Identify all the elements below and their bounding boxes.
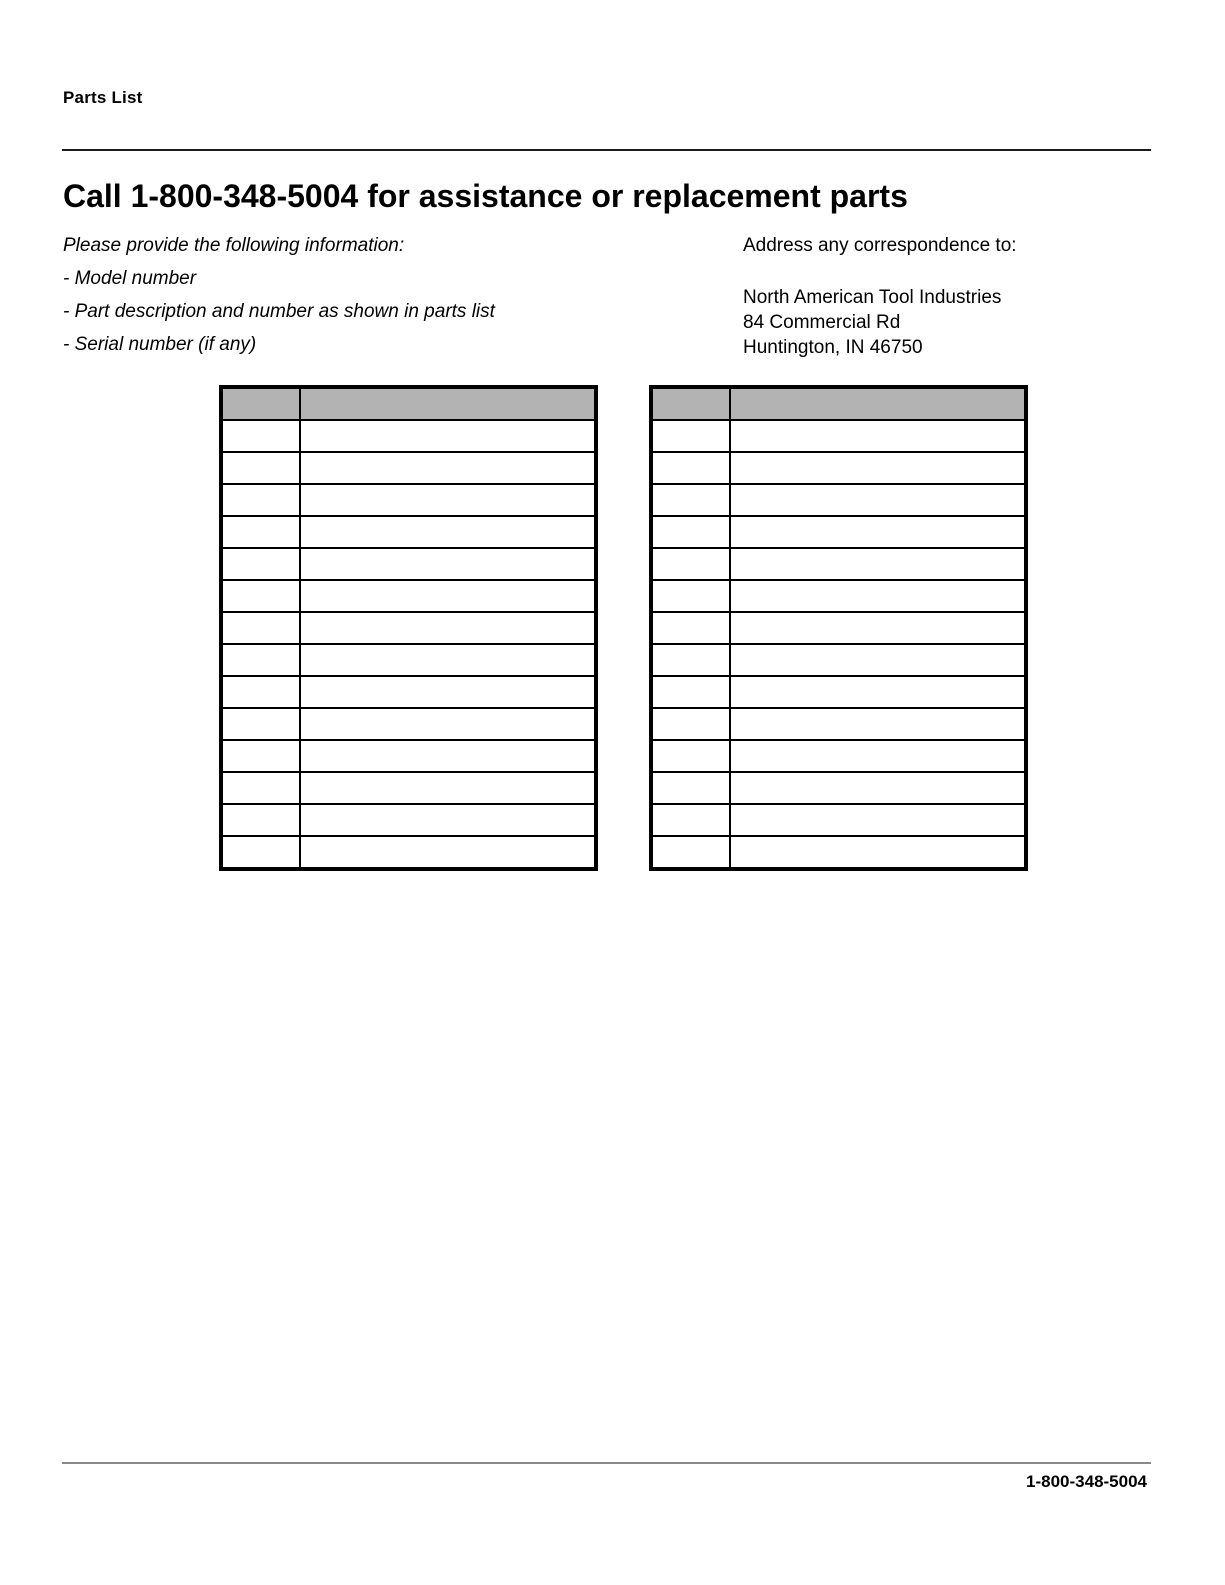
address-company: North American Tool Industries (743, 287, 1002, 308)
cell-number (221, 484, 300, 516)
table-header-row (221, 387, 596, 420)
cell-number (651, 484, 730, 516)
info-item-model: - Model number (63, 268, 197, 289)
bottom-divider (62, 1462, 1151, 1464)
cell-description (730, 516, 1026, 548)
page-title: Call 1-800-348-5004 for assistance or replacement parts (63, 178, 908, 214)
info-instructions (63, 234, 495, 366)
parts-table-left-body (221, 420, 596, 869)
table-row (221, 676, 596, 708)
cell-description (730, 580, 1026, 612)
cell-description (730, 804, 1026, 836)
cell-description (300, 420, 596, 452)
parts-table-right-body (651, 420, 1026, 869)
table-row (651, 676, 1026, 708)
cell-number (651, 452, 730, 484)
cell-description (300, 708, 596, 740)
header-cell-description (300, 387, 596, 420)
cell-number (651, 644, 730, 676)
cell-description (300, 516, 596, 548)
cell-description (730, 644, 1026, 676)
cell-description (300, 836, 596, 869)
table-header-row (651, 387, 1026, 420)
table-row (651, 740, 1026, 772)
cell-description (730, 484, 1026, 516)
cell-description (730, 420, 1026, 452)
info-item-part: - Part description and number as shown in parts list (63, 301, 495, 322)
cell-description (300, 772, 596, 804)
cell-number (651, 548, 730, 580)
cell-number (221, 612, 300, 644)
parts-table-right (649, 385, 1028, 871)
table-row (651, 772, 1026, 804)
cell-number (651, 676, 730, 708)
cell-number (221, 644, 300, 676)
table-row (221, 580, 596, 612)
cell-number (221, 804, 300, 836)
table-row (221, 740, 596, 772)
cell-description (730, 740, 1026, 772)
cell-number (221, 708, 300, 740)
cell-description (730, 676, 1026, 708)
cell-description (730, 708, 1026, 740)
table-row (221, 516, 596, 548)
address-city: Huntington, IN 46750 (743, 337, 923, 358)
cell-description (300, 612, 596, 644)
cell-number (221, 548, 300, 580)
cell-description (300, 548, 596, 580)
cell-number (221, 676, 300, 708)
correspondence-address (743, 234, 1017, 360)
cell-number (221, 740, 300, 772)
cell-number (651, 612, 730, 644)
header-cell-number (221, 387, 300, 420)
cell-description (730, 452, 1026, 484)
cell-description (300, 580, 596, 612)
cell-number (221, 420, 300, 452)
cell-description (300, 804, 596, 836)
top-divider (62, 149, 1151, 151)
cell-number (651, 740, 730, 772)
table-row (221, 484, 596, 516)
cell-number (221, 516, 300, 548)
header-cell-description (730, 387, 1026, 420)
table-row (651, 516, 1026, 548)
table-row (651, 548, 1026, 580)
header-cell-number (651, 387, 730, 420)
cell-number (651, 804, 730, 836)
table-row (221, 836, 596, 869)
cell-description (300, 644, 596, 676)
table-row (221, 772, 596, 804)
cell-number (651, 836, 730, 869)
cell-number (651, 580, 730, 612)
table-row (651, 804, 1026, 836)
cell-description (300, 452, 596, 484)
table-row (221, 708, 596, 740)
cell-number (651, 420, 730, 452)
table-row (221, 452, 596, 484)
cell-description (730, 836, 1026, 869)
table-row (651, 484, 1026, 516)
cell-number (651, 772, 730, 804)
table-row (651, 452, 1026, 484)
table-row (651, 708, 1026, 740)
cell-description (730, 548, 1026, 580)
footer-phone: 1-800-348-5004 (1026, 1472, 1147, 1491)
table-row (651, 420, 1026, 452)
table-row (221, 548, 596, 580)
table-row (651, 836, 1026, 869)
address-street: 84 Commercial Rd (743, 312, 901, 333)
table-row (651, 580, 1026, 612)
cell-number (221, 836, 300, 869)
cell-number (221, 452, 300, 484)
table-row (651, 644, 1026, 676)
cell-description (730, 612, 1026, 644)
info-item-serial: - Serial number (if any) (63, 334, 257, 355)
cell-number (651, 516, 730, 548)
parts-table-left (219, 385, 598, 871)
cell-description (300, 740, 596, 772)
cell-description (300, 484, 596, 516)
cell-number (651, 708, 730, 740)
info-intro: Please provide the following information: (63, 235, 405, 256)
cell-number (221, 580, 300, 612)
table-row (221, 420, 596, 452)
table-row (221, 644, 596, 676)
cell-description (300, 676, 596, 708)
cell-number (221, 772, 300, 804)
table-row (221, 612, 596, 644)
cell-description (730, 772, 1026, 804)
table-row (221, 804, 596, 836)
address-intro: Address any correspondence to: (743, 235, 1017, 256)
section-label: Parts List (63, 88, 143, 107)
table-row (651, 612, 1026, 644)
